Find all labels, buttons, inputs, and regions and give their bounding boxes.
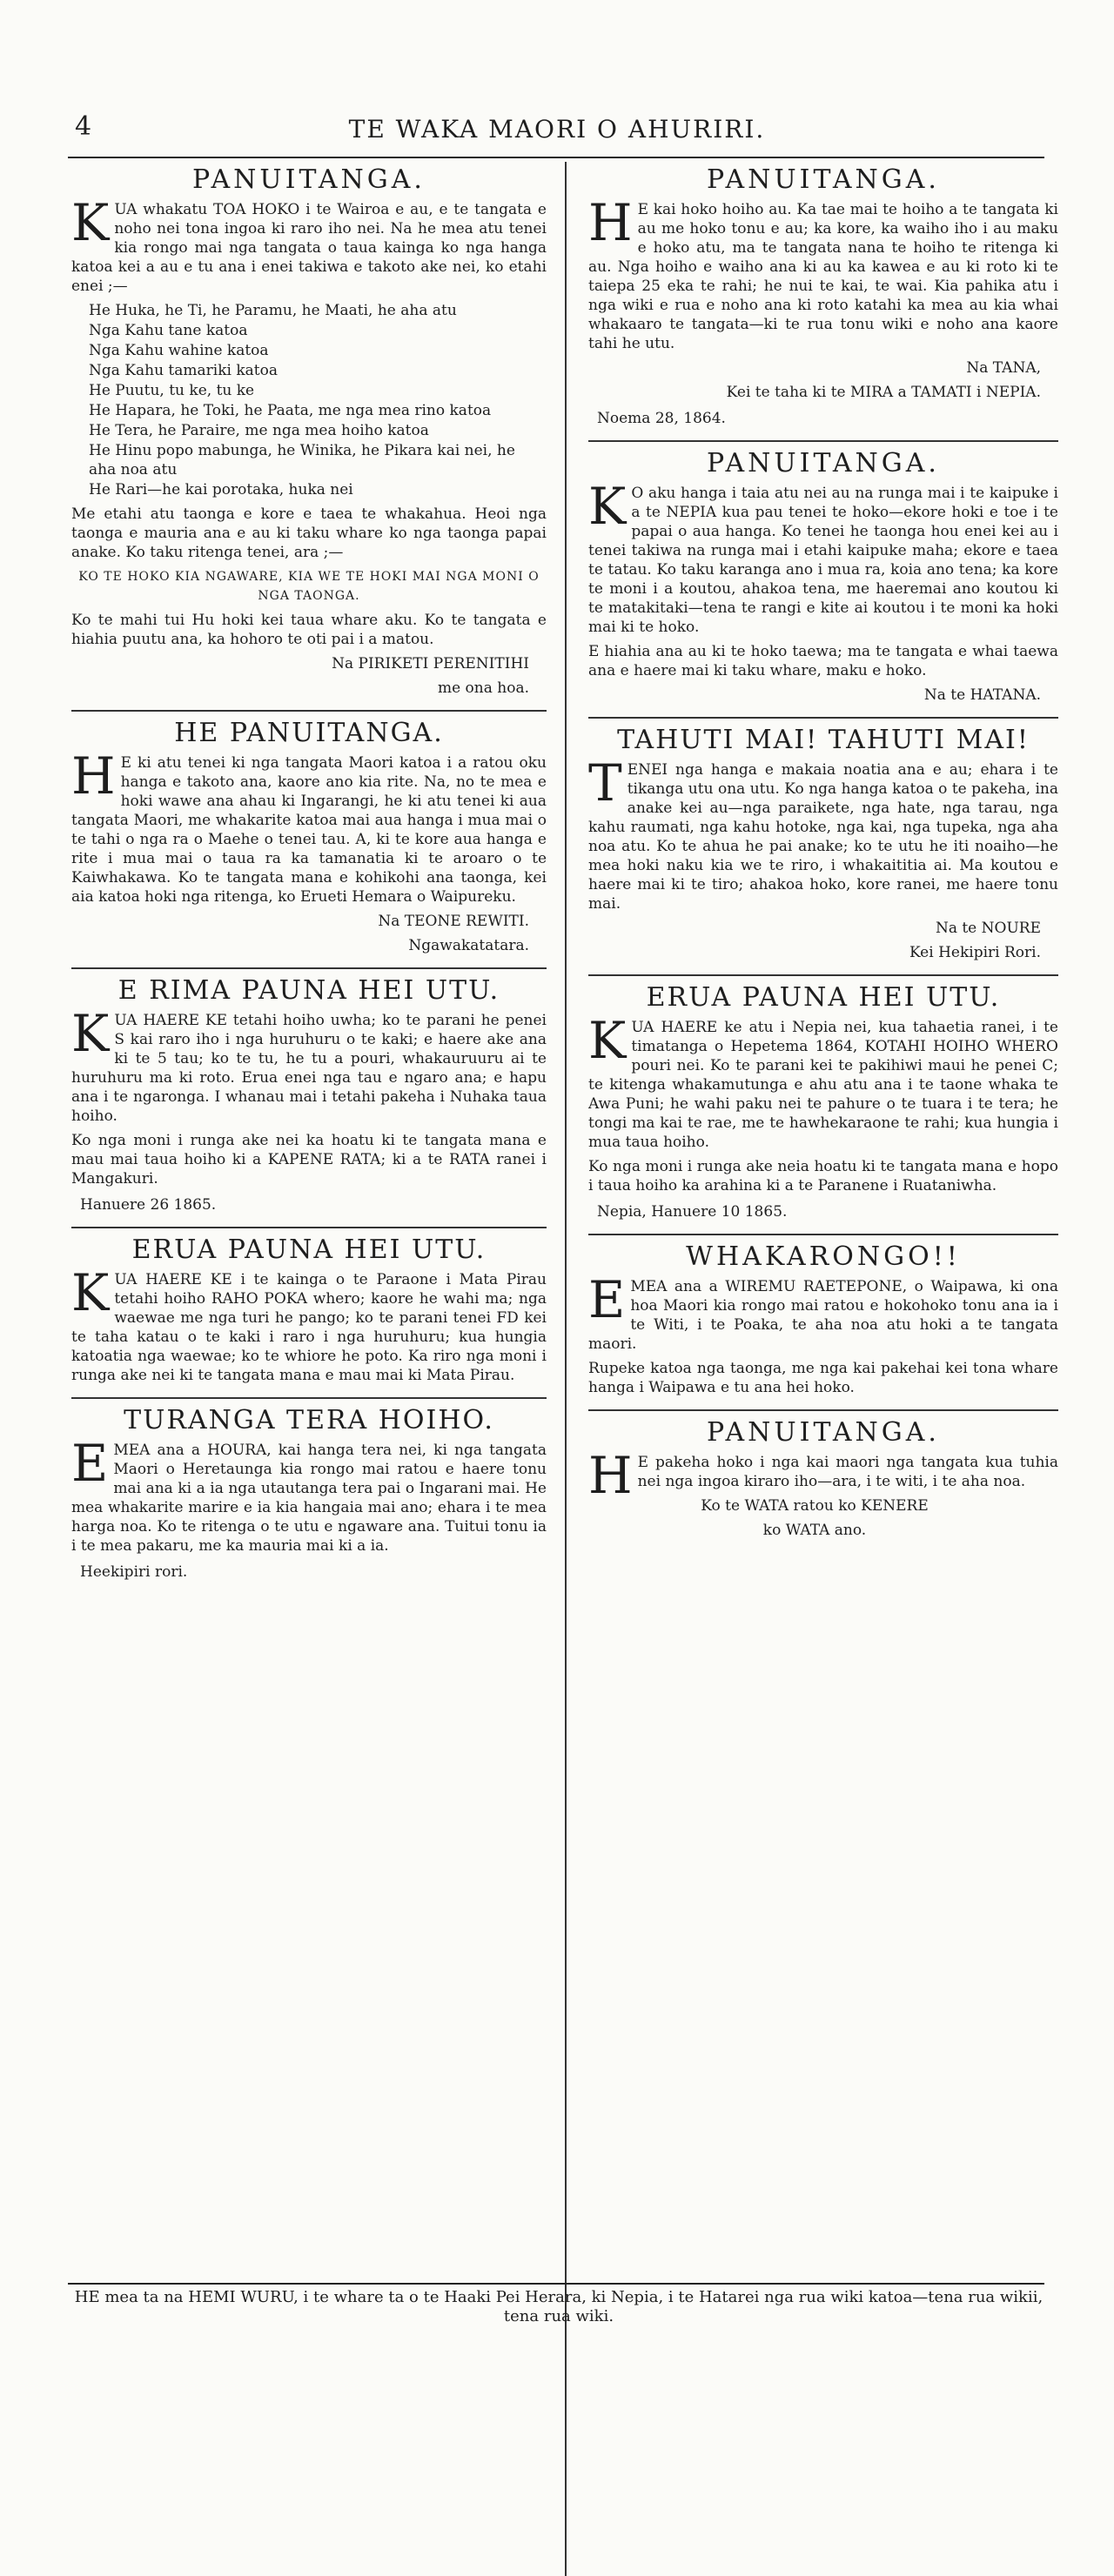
- ad-body: E hiahia ana au ki te hoko taewa; ma te tangata e whai taewa ana e haere mai ki taku whare, maku e hoko.: [588, 643, 1058, 679]
- section-divider: [588, 974, 1058, 976]
- column-rule: [565, 162, 567, 2576]
- ad-signature: Na PIRIKETI PERENITIHI: [332, 655, 529, 672]
- ad-caps-line: KO TE HOKO KIA NGAWARE, KIA WE TE HOKI MAI NGA MONI O NGA TAONGA.: [78, 570, 540, 603]
- ad-he-panuitanga: [71, 718, 547, 955]
- drop-cap: T: [588, 753, 622, 813]
- list-item: He Rari—he kai porotaka, huka nei: [89, 481, 353, 498]
- ad-signature: Na TEONE REWITI.: [378, 913, 529, 930]
- ad-body: Me etahi atu taonga e kore e taea te whakahua. Heoi nga taonga e mauria ana e au ki taku whare ko nga taonga papai anake. Ko taku ritenga tenei, ara ;—: [71, 505, 547, 561]
- drop-cap: K: [71, 193, 110, 252]
- ad-erua-pauna-right: [588, 982, 1058, 1221]
- ad-title: E RIMA PAUNA HEI UTU.: [117, 975, 500, 1006]
- list-item: He Hinu popo mabunga, he Winika, he Pikara kai nei, he aha noa atu: [89, 442, 515, 478]
- list-item: Nga Kahu tamariki katoa: [89, 362, 278, 379]
- left-column: [71, 162, 547, 1594]
- drop-cap: E: [588, 1270, 626, 1329]
- ad-title: ERUA PAUNA HEI UTU.: [646, 982, 1001, 1013]
- ad-signature: Heekipiri rori.: [80, 1563, 188, 1581]
- ad-panuitanga-piriketi: [71, 164, 547, 698]
- drop-cap: K: [588, 477, 627, 536]
- drop-cap: H: [71, 746, 116, 806]
- ad-date: Hanuere 26 1865.: [80, 1196, 217, 1214]
- ad-signature-sub: ko WATA ano.: [762, 1522, 867, 1539]
- goods-list: [89, 301, 547, 499]
- section-divider: [588, 717, 1058, 719]
- ad-whakarongo: [588, 1241, 1058, 1397]
- ad-signature-sub: Ngawakatatara.: [408, 937, 529, 954]
- ad-panuitanga-wata: [588, 1417, 1058, 1540]
- ad-body: Ko te mahi tui Hu hoki kei taua whare aku. Ko te tangata e hiahia puutu ana, ka hohoro te oti pai i a matou.: [71, 612, 547, 648]
- right-column: [588, 162, 1058, 1552]
- section-divider: [588, 440, 1058, 442]
- ad-panuitanga-hatana: [588, 448, 1058, 705]
- ad-title: PANUITANGA.: [707, 448, 940, 478]
- drop-cap: K: [588, 1011, 627, 1070]
- ad-body: Ko nga moni i runga ake nei ka hoatu ki te tangata mana e mau mai taua hoiho ki a KAPENE RATA; ki a te RATA ranei i Mangakuri.: [71, 1132, 547, 1188]
- drop-cap: H: [588, 193, 633, 252]
- section-divider: [71, 1227, 547, 1228]
- ad-title: WHAKARONGO!!: [686, 1241, 961, 1272]
- ad-erua-pauna-left: [71, 1234, 547, 1385]
- ad-signature-sub: me ona hoa.: [437, 679, 529, 697]
- ad-title: HE PANUITANGA.: [174, 718, 444, 748]
- drop-cap: E: [71, 1434, 109, 1493]
- list-item: He Puutu, tu ke, tu ke: [89, 382, 255, 399]
- ad-body: H E kai hoko hoiho au. Ka tae mai te hoiho a te tangata ki au me hoko tonu e au; ka kore, ka waiho iho i au maku e hoko atu, ma te tangata nana te hoiho te ritenga ki au. Nga hoiho e waiho ana ki au ka kawea e au ki roto ki te taiepa 25 eka te rahi; he nui te kai, te wai. Kia pahika atu i nga wiki e rua e noho ana ki roto katahi ka mea au kia whai whakaaro te tangata—ki te rua tonu wiki e noho ana kaore tahi he utu.: [588, 193, 1058, 352]
- ad-title: TAHUTI MAI! TAHUTI MAI!: [617, 725, 1030, 755]
- ad-title: TURANGA TERA HOIHO.: [124, 1405, 494, 1435]
- ad-body: KUA HAERE ke atu i Nepia nei, kua tahaetia ranei, i te timatanga o Hepetema 1864, KOTAHI HOIHO WHERO pouri nei. Ko te parani kei te pakihiwi maui he penei C; te kitenga whakamutunga e ahu atu ana i te taone whaka te Awa Puni; he wahi paku nei te pahure o te tuara i te tera; he tongi ma kai te rae, me te hawhekaraone te rahi; kua hungia i mua taua hoiho.: [588, 1011, 1058, 1151]
- list-item: He Hapara, he Toki, he Paata, me nga mea rino katoa: [89, 402, 492, 419]
- ad-e-rima-pauna: [71, 975, 547, 1214]
- ad-title: PANUITANGA.: [707, 1417, 940, 1448]
- ad-date: Nepia, Hanuere 10 1865.: [597, 1203, 788, 1221]
- footer-rule: [68, 2283, 1044, 2285]
- list-item: He Huka, he Ti, he Paramu, he Maati, he aha atu: [89, 302, 457, 319]
- drop-cap: K: [71, 1004, 110, 1063]
- ad-turanga-tera: [71, 1405, 547, 1582]
- list-item: Nga Kahu wahine katoa: [89, 342, 269, 359]
- ad-body: KUA whakatu TOA HOKO i te Wairoa e au, e te tangata e noho nei tona ingoa ki raro iho nei. Na he mea atu tenei kia rongo mai nga tangata o taua kainga ko nga hanga katoa kei a au e tu ana i enei takiwa e takoto ake nei, ko etahi enei ;—: [71, 193, 547, 295]
- ad-body: Rupeke katoa nga taonga, me nga kai pakehai kei tona whare hanga i Waipawa e tu ana hei hoko.: [588, 1360, 1058, 1396]
- ad-body: Ko nga moni i runga ake neia hoatu ki te tangata mana e hopo i taua hoiho ka arahina ki a te Paranene i Ruataniwha.: [588, 1158, 1058, 1194]
- ad-tahuti-mai: [588, 725, 1058, 962]
- section-divider: [588, 1409, 1058, 1411]
- ad-title: PANUITANGA.: [707, 164, 940, 195]
- ad-date: Noema 28, 1864.: [597, 410, 726, 427]
- list-item: He Tera, he Paraire, me nga mea hoiho katoa: [89, 422, 429, 439]
- drop-cap: K: [71, 1263, 110, 1322]
- section-divider: [71, 710, 547, 712]
- ad-signature-sub: Kei Hekipiri Rori.: [909, 944, 1041, 961]
- page-number: 4: [75, 111, 92, 142]
- ad-signature-sub: Kei te taha ki te MIRA a TAMATI i NEPIA.: [726, 384, 1041, 401]
- section-divider: [588, 1234, 1058, 1235]
- ad-body: EMEA ana a HOURA, kai hanga tera nei, ki nga tangata Maori o Heretaunga kia rongo mai ratou e haere tonu mai ana ki a ia nga utautanga tera pai o Ingarani mai. He mea whakarite marire e ia kia hangaia mai ano; ehara i te mea harga noa. Ko te ritenga o te utu e ngaware ana. Tuitui tonu ia i te mea pakaru, me ka mauria mai ki a ia.: [71, 1434, 547, 1555]
- ad-title: PANUITANGA.: [192, 164, 426, 195]
- ad-body: TENEI nga hanga e makaia noatia ana e au; ehara i te tikanga utu ona utu. Ko nga hanga katoa o te pakeha, ina anake kei au—nga paraikete, nga hate, nga tarau, nga kahu raumati, nga kahu hotoke, nga kai, nga tupeka, nga aha noa atu. Ko te ahua he pai anake; ko te utu he iti noaiho—he mea hoki naku kia we te riro, i whakaititia ai. Ma koutou e haere mai ki te tiro; ahakoa hoko, kore ranei, me haere tonu mai.: [588, 753, 1058, 913]
- ad-title: ERUA PAUNA HEI UTU.: [131, 1234, 487, 1265]
- section-divider: [71, 967, 547, 969]
- ad-body: K O aku hanga i taia atu nei au na runga mai i te kaipuke i a te NEPIA kua pau tenei te hoko—ekore hoki e toe i te papai o aua hanga. Ko tenei he taonga hou enei kei au i tenei takiwa na runga mai i etahi kaipuke maha; ekore e taea te tatau. Ko taku karanga ano i mua ra, koia ano tena; ka kore te moni i a koutou, ahakoa tena, me haeremai ano koutou ki te matakitaki—tena te rangi e kite ai koutou i te moni ka hoki mai ki te hoko.: [588, 477, 1058, 636]
- drop-cap: H: [588, 1446, 633, 1505]
- ad-signature: Na te NOURE: [935, 920, 1041, 937]
- ad-signature: Na TANA,: [966, 359, 1041, 377]
- ad-signature: Na te HATANA.: [923, 686, 1041, 704]
- section-divider: [71, 1397, 547, 1399]
- ad-body: KUA HAERE KE tetahi hoiho uwha; ko te parani he penei S kai raro iho i nga huruhuru o te kaki; e haere ake ana ki te 5 tau; ko te tu, he tu a pouri, whakauruuru ai te huruhuru ma ki roto. Erua enei nga tau e ngaro ana; e hapu ana i te ngaronga. I whanau mai i tetahi pakeha i Nuhaka taua hoiho.: [71, 1004, 547, 1125]
- top-rule: [68, 157, 1044, 158]
- ad-body: KUA HAERE KE i te kainga o te Paraone i Mata Pirau tetahi hoiho RAHO POKA whero; kaore he wahi ma; nga waewae me nga turi he pango; ko te parani tenei FD kei te taha katau o te kaki i raro i nga huruhuru; kua hungia katoatia nga waewae; ko te whiore he poto. Ka riro nga moni i runga ake nei ki te tangata mana e mau mai ki Mata Pirau.: [71, 1263, 547, 1384]
- ad-body: EMEA ana a WIREMU RAETEPONE, o Waipawa, ki ona hoa Maori kia rongo mai ratou e hokohoko tonu ana ia i te Witi, i te Poaka, te aha noa atu hoki a te tangata maori.: [588, 1270, 1058, 1353]
- imprint-footer: HE mea ta na HEMI WURU, i te whare ta o te Haaki Pei Herara, ki Nepia, i te Hatarei nga rua wiki katoa—tena rua wikii, tena rua wiki.: [74, 2288, 1044, 2325]
- ad-panuitanga-tana: [588, 164, 1058, 428]
- ad-signature: Ko te WATA ratou ko KENERE: [701, 1497, 929, 1515]
- ad-body: H E pakeha hoko i nga kai maori nga tangata kua tuhia nei nga ingoa kiraro iho—ara, i te witi, i te aha noa.: [588, 1446, 1058, 1505]
- list-item: Nga Kahu tane katoa: [89, 322, 248, 339]
- masthead: TE WAKA MAORI O AHURIRI.: [348, 115, 766, 144]
- ad-body: H E ki atu tenei ki nga tangata Maori katoa i a ratou oku hanga e takoto ana, kaore ano kia rite. Na, no te mea e hoki wawe ana ahau ki Ingarangi, he ki atu tenei ki aua tangata Maori, me whakarite katoa mai aua hanga i mua mai o te tahi o nga ra o Maehe o tenei tau. A, ki te kore aua hanga e rite i mua mai o taua ra ka tamanatia ki te aroaro o te Kaiwhakawa. Ko te tangata mana e kohikohi ana taonga, kei aia katoa hoki nga ritenga, ko Erueti Hemara o Waipureku.: [71, 746, 547, 906]
